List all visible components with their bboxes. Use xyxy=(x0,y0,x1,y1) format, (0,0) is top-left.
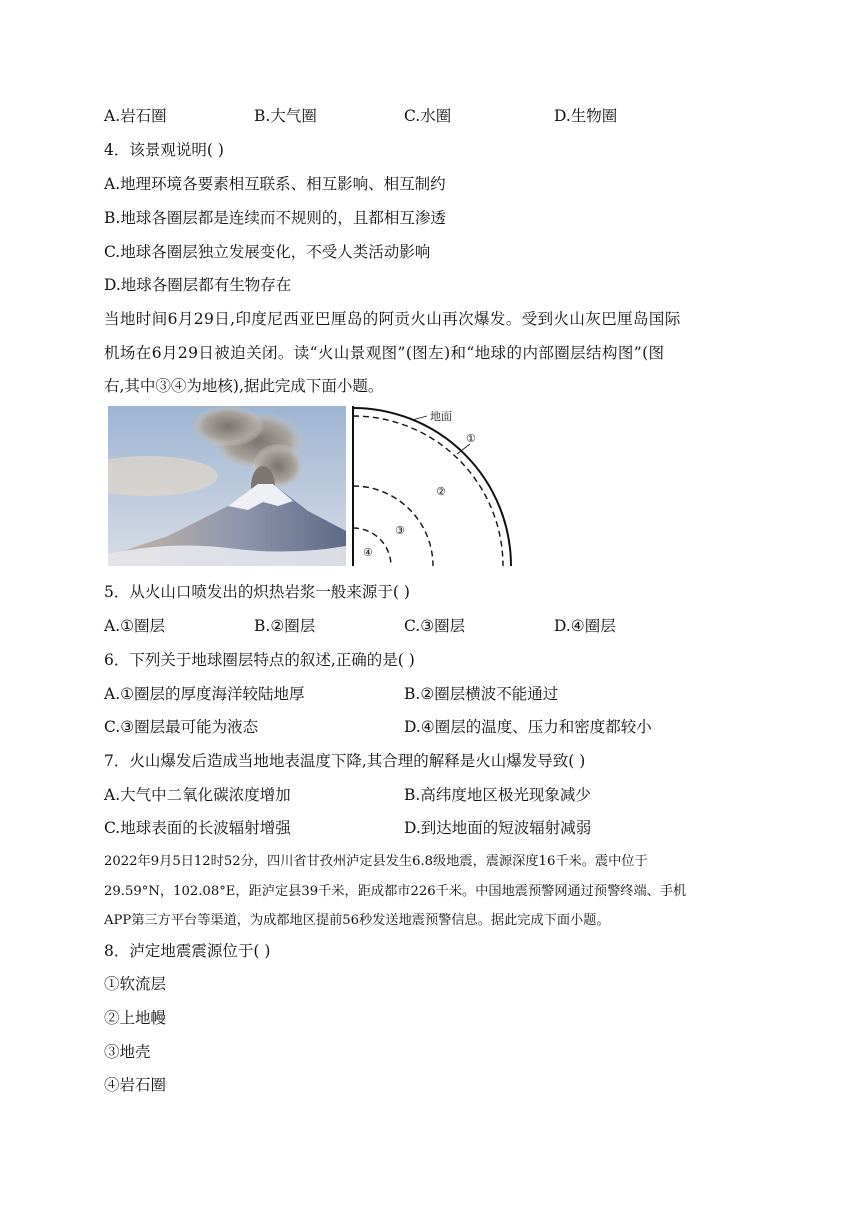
q3-option-c: C.水圈 xyxy=(404,107,452,125)
volcano-photo xyxy=(108,406,346,566)
q7-option-a: A.大气中二氧化碳浓度增加 xyxy=(104,786,291,804)
q5-option-c: C.③圈层 xyxy=(404,617,466,635)
q7-option-b: B.高纬度地区极光现象减少 xyxy=(404,786,591,804)
label-surface: 地面 xyxy=(430,410,452,423)
passage1-line1: 当地时间6月29日,印度尼西亚巴厘岛的阿贡火山再次爆发。受到火山灰巴厘岛国际 xyxy=(104,310,681,328)
q6-option-d: D.④圈层的温度、压力和密度都较小 xyxy=(404,718,652,736)
label-layer-4: ④ xyxy=(363,546,373,559)
q6-option-a: A.①圈层的厚度海洋较陆地厚 xyxy=(104,685,305,703)
q3-option-a: A.岩石圈 xyxy=(104,107,167,125)
label-layer-1: ① xyxy=(466,432,476,445)
q8-item-1: ①软流层 xyxy=(104,975,167,993)
q7-stem: 7．火山爆发后造成当地地表温度下降,其合理的解释是火山爆发导致( ) xyxy=(104,752,586,770)
q4-option-a: A.地理环境各要素相互联系、相互影响、相互制约 xyxy=(104,175,446,193)
q4-option-c: C.地球各圈层独立发展变化，不受人类活动影响 xyxy=(104,243,431,261)
q8-stem: 8．泸定地震震源位于( ) xyxy=(104,942,271,960)
q5-option-a: A.①圈层 xyxy=(104,617,166,635)
q8-item-4: ④岩石圈 xyxy=(104,1076,167,1094)
q6-option-c: C.③圈层最可能为液态 xyxy=(104,718,259,736)
q5-option-b: B.②圈层 xyxy=(254,617,316,635)
q5-option-d: D.④圈层 xyxy=(554,617,616,635)
passage1-line3: 右,其中③④为地核),据此完成下面小题。 xyxy=(104,377,384,395)
q4-option-d: D.地球各圈层都有生物存在 xyxy=(104,276,292,294)
passage2-line2: 29.59°N，102.08°E，距泸定县39千米，距成都市226千米。中国地震预警网通过预警终端、手机 xyxy=(104,884,687,899)
q4-option-b: B.地球各圈层都是连续而不规则的，且都相互渗透 xyxy=(104,209,446,227)
passage1-line2: 机场在6月29日被迫关闭。读“火山景观图”(图左)和“地球的内部圈层结构图”(图 xyxy=(104,344,665,362)
label-layer-2: ② xyxy=(436,485,446,498)
passage2-line1: 2022年9月5日12时52分，四川省甘孜州泸定县发生6.8级地震，震源深度16千米。震中位于 xyxy=(104,854,648,869)
q4-stem: 4．该景观说明( ) xyxy=(104,141,224,159)
q3-option-d: D.生物圈 xyxy=(554,107,618,125)
passage2-line3: APP第三方平台等渠道，为成都地区提前56秒发送地震预警信息。据此完成下面小题。 xyxy=(104,913,610,928)
q8-item-2: ②上地幔 xyxy=(104,1009,167,1027)
q6-stem: 6．下列关于地球圈层特点的叙述,正确的是( ) xyxy=(104,651,415,669)
q7-option-c: C.地球表面的长波辐射增强 xyxy=(104,819,291,837)
earth-layers-diagram xyxy=(352,406,514,566)
q5-stem: 5．从火山口喷发出的炽热岩浆一般来源于( ) xyxy=(104,583,410,601)
label-layer-3: ③ xyxy=(395,524,405,537)
q8-item-3: ③地壳 xyxy=(104,1043,151,1061)
q6-option-b: B.②圈层横波不能通过 xyxy=(404,685,559,703)
q3-option-b: B.大气圈 xyxy=(254,107,317,125)
q7-option-d: D.到达地面的短波辐射减弱 xyxy=(404,819,592,837)
